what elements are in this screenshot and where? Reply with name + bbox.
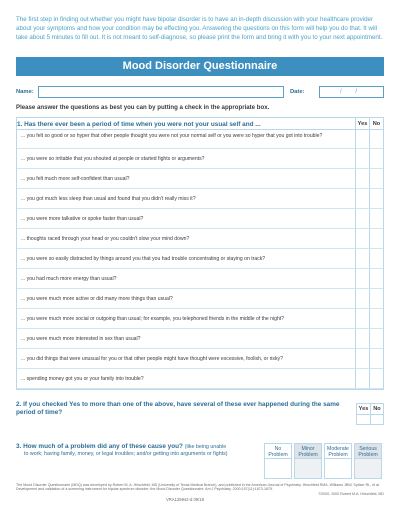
question-1-yes-checkbox[interactable]: [355, 309, 369, 328]
question-3-sub: (like being unable: [184, 444, 227, 450]
question-1-item-text: ... you had much more energy than usual?: [21, 275, 117, 282]
question-1-yes-checkbox[interactable]: [355, 349, 369, 368]
footer-code: VRA125942-d 09/19: [166, 497, 204, 502]
question-1-item-text: ... you were much more social or outgoing than usual; for example, you telephoned friends in the middle of the night?: [21, 315, 285, 322]
question-1-header: [17, 118, 383, 130]
divider: [356, 414, 384, 415]
question-3-text: How much of a problem did any of these cause you?: [23, 443, 183, 450]
question-1-item-text: ... you felt much more self-confident than usual?: [21, 175, 130, 182]
question-1-yes-checkbox[interactable]: [355, 130, 369, 148]
question-1-item: [17, 309, 383, 329]
question-1-item-text: ... you got much less sleep than usual and found that you didn't really miss it?: [21, 195, 196, 202]
question-1-table: [16, 117, 384, 390]
question-1-item: [17, 130, 383, 149]
question-1-no-checkbox[interactable]: [369, 289, 383, 308]
date-field[interactable]: / /: [319, 86, 384, 98]
question-1-item-text: ... spending money got you or your family into trouble?: [21, 375, 144, 382]
question-1-item-text: ... you were much more active or did many more things than usual?: [21, 295, 173, 302]
question-1-yes-checkbox[interactable]: [355, 329, 369, 348]
question-1-no-checkbox[interactable]: [369, 189, 383, 208]
serious-problem-checkbox[interactable]: [354, 443, 382, 479]
no-problem-label: No Problem: [265, 444, 291, 459]
question-1-yes-checkbox[interactable]: [355, 289, 369, 308]
question-1-item: [17, 149, 383, 169]
minor-problem-label: Minor Problem: [295, 444, 321, 459]
question-1-yes-checkbox[interactable]: [355, 149, 369, 168]
question-1-yes-checkbox[interactable]: [355, 269, 369, 288]
question-2: [16, 399, 384, 425]
date-label: Date:: [290, 89, 305, 95]
name-date-row: [16, 86, 384, 98]
question-1-no-checkbox[interactable]: [369, 149, 383, 168]
question-1-no-checkbox[interactable]: [369, 329, 383, 348]
question-1-item: [17, 289, 383, 309]
question-1-yes-checkbox[interactable]: [355, 369, 369, 388]
question-2-number: 2.: [16, 401, 22, 408]
no-column-label: No: [369, 118, 383, 129]
question-1-yes-checkbox[interactable]: [355, 209, 369, 228]
question-1-no-checkbox[interactable]: [369, 269, 383, 288]
question-3-number: 3.: [16, 443, 22, 450]
question-1-no-checkbox[interactable]: [369, 169, 383, 188]
footer-copyright: ©2000, 2000 Robert M.A. Hirschfeld, MD: [318, 492, 384, 496]
question-1-yes-checkbox[interactable]: [355, 229, 369, 248]
question-1-item-text: ... you were much more interested in sex than usual?: [21, 335, 141, 342]
question-1-item-text: ... you felt so good or so hyper that other people thought you were not your normal self or you were so hyper that you got into trouble?: [21, 132, 323, 139]
question-1-no-checkbox[interactable]: [369, 369, 383, 388]
question-2-yes-label: Yes: [358, 406, 369, 412]
name-label: Name:: [16, 89, 34, 95]
intro-text: The first step in finding out whether you might have bipolar disorder is to have an in-depth discussion with your healthcare provider about your symptoms and how your condition may be effecting you. Answering the questions on this form will help you do that. It will take about 5 minutes to fill out. It is not meant to self-diagnose, so please print the form and bring it with you to your next appointment.: [16, 16, 383, 41]
question-1-item-text: ... you were so easily distracted by things around you that you had trouble concentrating or staying on track?: [21, 255, 266, 262]
moderate-problem-checkbox[interactable]: [324, 443, 352, 479]
question-1-item-text: ... you were more talkative or spoke faster than usual?: [21, 215, 144, 222]
question-1-no-checkbox[interactable]: [369, 309, 383, 328]
question-1-no-checkbox[interactable]: [369, 349, 383, 368]
serious-problem-label: Serious Problem: [355, 444, 381, 459]
question-1-item-text: ... you did things that were unusual for you or that other people might have thought were excessive, foolish, or risky?: [21, 355, 283, 362]
yes-column-label: Yes: [355, 118, 369, 129]
question-1-item: [17, 349, 383, 369]
question-1-item: [17, 169, 383, 189]
question-1-item-text: ... thoughts raced through your head or you couldn't slow your mind down?: [21, 235, 190, 242]
question-1-no-checkbox[interactable]: [369, 209, 383, 228]
question-1-no-checkbox[interactable]: [369, 249, 383, 268]
question-2-text: If you checked Yes to more than one of the above, have several of these ever happened during the same period of time?: [16, 401, 340, 416]
question-1-yes-checkbox[interactable]: [355, 169, 369, 188]
question-1-item: [17, 229, 383, 249]
question-1-no-checkbox[interactable]: [369, 229, 383, 248]
question-1-yes-checkbox[interactable]: [355, 189, 369, 208]
question-1-item: [17, 269, 383, 289]
question-1-no-checkbox[interactable]: [369, 130, 383, 148]
question-1-item: [17, 209, 383, 229]
question-1-item: [17, 329, 383, 349]
question-2-no-label: No: [373, 406, 381, 412]
question-1-item: [17, 249, 383, 269]
question-1-item: [17, 369, 383, 389]
question-3: [16, 441, 384, 481]
question-3-sub-continued: to work; having family, money, or legal troubles; and/or getting into arguments or fights): [24, 451, 228, 457]
question-1-item-text: ... you were so irritable that you shouted at people or started fights or arguments?: [21, 155, 205, 162]
page-title: Mood Disorder Questionnaire: [16, 57, 384, 76]
question-1-item: [17, 189, 383, 209]
question-1-text: 1. Has there ever been a period of time when you were not your usual self and ...: [17, 121, 261, 128]
footer-citation: The Mood Disorder Questionnaire (MDQ) was developed by Robert M. A. Hirschfeld, MD (University of Texas Medical Branch), and published in the American Journal of Psychiatry. Hirschfeld RMA, Williams JBW, Spitzer RL, et al. Development and validation of a screening instrument for bipolar spectrum disorder: the Mood Disorder Questionnaire. Am J Psychiatry. 2000;157(11):1873-1875.: [16, 483, 380, 492]
question-1-yes-checkbox[interactable]: [355, 249, 369, 268]
instructions: Please answer the questions as best you can by putting a check in the appropriate box.: [16, 104, 270, 111]
name-field[interactable]: [38, 86, 284, 98]
no-problem-checkbox[interactable]: [264, 443, 292, 479]
minor-problem-checkbox[interactable]: [294, 443, 322, 479]
moderate-problem-label: Moderate Problem: [325, 444, 351, 459]
footer: [16, 483, 384, 502]
